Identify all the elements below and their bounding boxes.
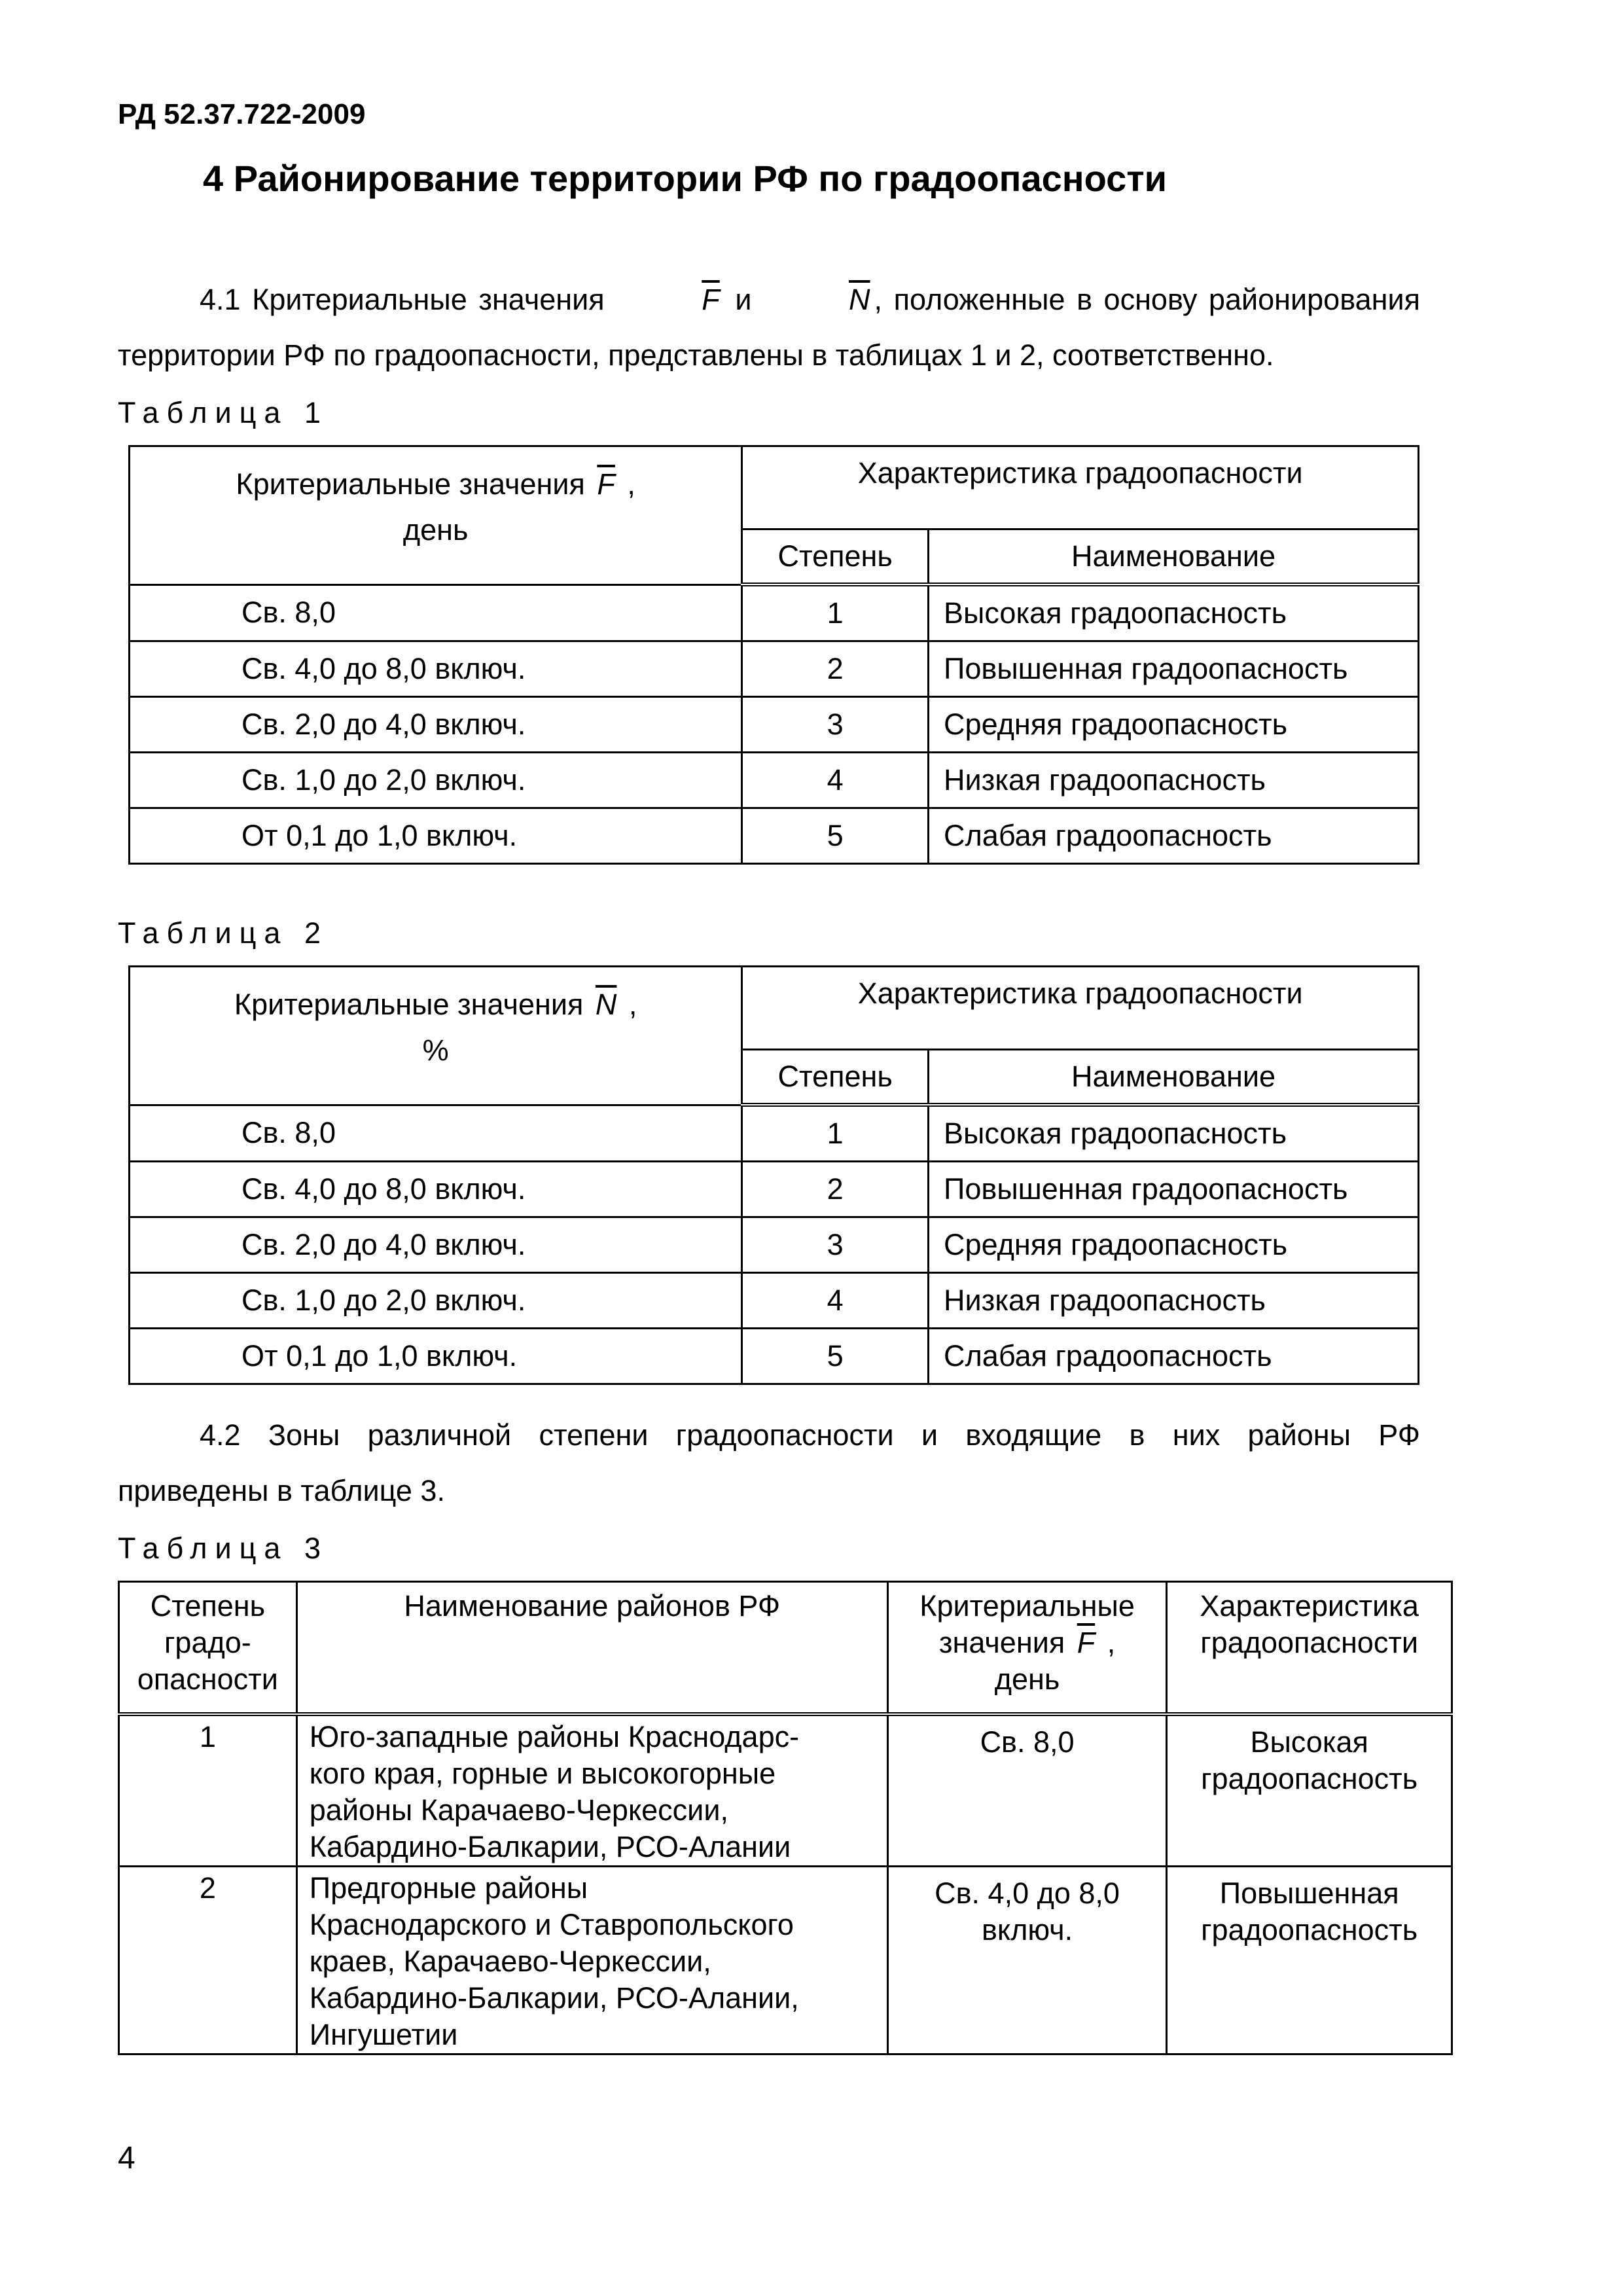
cell-name: Низкая градоопасность <box>929 1273 1419 1329</box>
table1 <box>128 445 1419 865</box>
cell-regions <box>296 1867 887 2054</box>
cell-crit: Св. 1,0 до 2,0 включ. <box>130 753 742 808</box>
cell-char <box>1167 1714 1452 1867</box>
cell-crit: Св. 4,0 до 8,0 включ. <box>130 1162 742 1217</box>
cell-degree: 1 <box>742 1105 929 1162</box>
table-row <box>119 1867 1452 2054</box>
header-line: опасности <box>137 1662 278 1696</box>
para-text: и <box>735 283 752 316</box>
cell-degree: 4 <box>742 753 929 808</box>
header-unit: день <box>402 513 469 547</box>
table2 <box>128 965 1419 1385</box>
crit-line: Св. 8,0 <box>980 1725 1075 1759</box>
cell-name: Высокая градоопасность <box>929 1105 1419 1162</box>
cell-degree: 5 <box>742 1329 929 1384</box>
header-line: градоопасности <box>1200 1626 1419 1659</box>
cell-name: Повышенная градоопасность <box>929 1162 1419 1217</box>
var-f: $\overline{F}$ <box>597 467 615 501</box>
table-row <box>130 808 1419 864</box>
crit-line: включ. <box>982 1913 1073 1946</box>
table-row <box>130 697 1419 753</box>
table2-group-header: Характеристика градоопасности <box>742 967 1419 1050</box>
table3-degree-header <box>119 1582 297 1715</box>
header-line: день <box>994 1662 1060 1696</box>
table1-group-header: Характеристика градоопасности <box>742 446 1419 529</box>
char-line: Высокая <box>1250 1725 1368 1759</box>
region-line: районы Карачаево-Черкессии, <box>309 1793 728 1827</box>
para-text: , положенные в основу районирования <box>874 283 1420 316</box>
paragraph-4-1-line2: территории РФ по градоопасности, представлены в таблицах 1 и 2, соответственно. <box>118 338 1274 372</box>
var-f: $\overline{F}$ <box>1077 1626 1096 1659</box>
table-row <box>130 1162 1419 1217</box>
paragraph-4-2-line2: приведены в таблице 3. <box>118 1474 445 1507</box>
header-text: Критериальные значения <box>236 467 585 501</box>
table3-char-header <box>1167 1582 1452 1715</box>
cell-degree: 2 <box>119 1867 297 2054</box>
cell-degree: 2 <box>742 641 929 697</box>
char-line: градоопасность <box>1201 1762 1418 1795</box>
var-n: $\overline{N}$ <box>849 283 870 316</box>
cell-crit <box>887 1867 1167 2054</box>
cell-degree: 1 <box>742 584 929 641</box>
cell-crit <box>887 1714 1167 1867</box>
region-line: Краснодарского и Ставропольского <box>309 1908 794 1941</box>
cell-crit: Св. 2,0 до 4,0 включ. <box>130 1217 742 1273</box>
region-line: Кабардино-Балкарии, РСО-Алании <box>309 1830 791 1863</box>
header-unit: % <box>422 1033 449 1067</box>
cell-name: Слабая градоопасность <box>929 1329 1419 1384</box>
crit-line: Св. 4,0 до 8,0 <box>935 1876 1120 1910</box>
table3-regions-header: Наименование районов РФ <box>296 1582 887 1715</box>
cell-degree: 3 <box>742 1217 929 1273</box>
var-f: $\overline{F}$ <box>702 283 720 316</box>
cell-crit: От 0,1 до 1,0 включ. <box>130 1329 742 1384</box>
table1-col1-header: Критериальные значения $\overline{F}$ , день <box>130 446 742 585</box>
table2-col3-header: Наименование <box>929 1050 1419 1105</box>
table-row <box>130 753 1419 808</box>
region-line: Предгорные районы <box>309 1871 588 1905</box>
table1-label: Таблица 1 <box>118 396 329 429</box>
cell-degree: 2 <box>742 1162 929 1217</box>
cell-name: Высокая градоопасность <box>929 584 1419 641</box>
cell-crit: Св. 2,0 до 4,0 включ. <box>130 697 742 753</box>
table2-col2-header: Степень <box>742 1050 929 1105</box>
table3 <box>118 1581 1453 2055</box>
document-code: РД 52.37.722-2009 <box>118 98 366 130</box>
header-text: Критериальные значения <box>234 988 584 1021</box>
cell-name: Средняя градоопасность <box>929 1217 1419 1273</box>
var-n: $\overline{N}$ <box>595 988 617 1021</box>
table-row <box>130 1217 1419 1273</box>
region-line: краев, Карачаево-Черкессии, <box>309 1945 711 1978</box>
cell-name: Повышенная градоопасность <box>929 641 1419 697</box>
cell-degree: 3 <box>742 697 929 753</box>
table1-col2-header: Степень <box>742 529 929 585</box>
table-row <box>130 1273 1419 1329</box>
cell-regions <box>296 1714 887 1867</box>
region-line: Ингушетии <box>309 2018 458 2051</box>
region-line: кого края, горные и высокогорные <box>309 1757 776 1790</box>
cell-crit: Св. 1,0 до 2,0 включ. <box>130 1273 742 1329</box>
cell-name: Слабая градоопасность <box>929 808 1419 864</box>
table2-label: Таблица 2 <box>118 916 329 950</box>
cell-crit: Св. 4,0 до 8,0 включ. <box>130 641 742 697</box>
region-line: Кабардино-Балкарии, РСО-Алании, <box>309 1981 799 2015</box>
paragraph-4-1-line1 <box>118 272 1420 328</box>
cell-crit: Св. 8,0 <box>130 1105 742 1162</box>
header-line: Характеристика <box>1200 1589 1419 1623</box>
cell-name: Низкая градоопасность <box>929 753 1419 808</box>
cell-degree: 5 <box>742 808 929 864</box>
table3-crit-header: Критериальные значения $\overline{F}$ , день <box>887 1582 1167 1715</box>
cell-crit: Св. 8,0 <box>130 584 742 641</box>
char-line: градоопасность <box>1201 1913 1418 1946</box>
paragraph-4-2-line1: 4.2 Зоны различной степени градоопасности и входящие в них районы РФ <box>200 1418 1420 1452</box>
header-line: Критериальные <box>919 1589 1135 1623</box>
page-number: 4 <box>118 2141 135 2176</box>
table1-col3-header: Наименование <box>929 529 1419 585</box>
region-line: Юго-западные районы Краснодарс- <box>309 1720 800 1753</box>
table-row <box>130 1329 1419 1384</box>
header-line: Степень <box>150 1589 266 1623</box>
table-row <box>130 584 1419 641</box>
header-line: значения <box>938 1626 1065 1659</box>
para-text: 4.1 Критериальные значения <box>200 283 605 316</box>
section-title: 4 Районирование территории РФ по градоопасности <box>203 158 1168 199</box>
table3-label: Таблица 3 <box>118 1532 329 1565</box>
char-line: Повышенная <box>1219 1876 1399 1910</box>
header-line: градо- <box>164 1626 251 1659</box>
table-row <box>119 1714 1452 1867</box>
table-row <box>130 641 1419 697</box>
table-row <box>130 1105 1419 1162</box>
cell-degree: 4 <box>742 1273 929 1329</box>
cell-char <box>1167 1867 1452 2054</box>
cell-name: Средняя градоопасность <box>929 697 1419 753</box>
table2-col1-header: Критериальные значения $\overline{N}$ , % <box>130 967 742 1105</box>
cell-degree: 1 <box>119 1714 297 1867</box>
cell-crit: От 0,1 до 1,0 включ. <box>130 808 742 864</box>
